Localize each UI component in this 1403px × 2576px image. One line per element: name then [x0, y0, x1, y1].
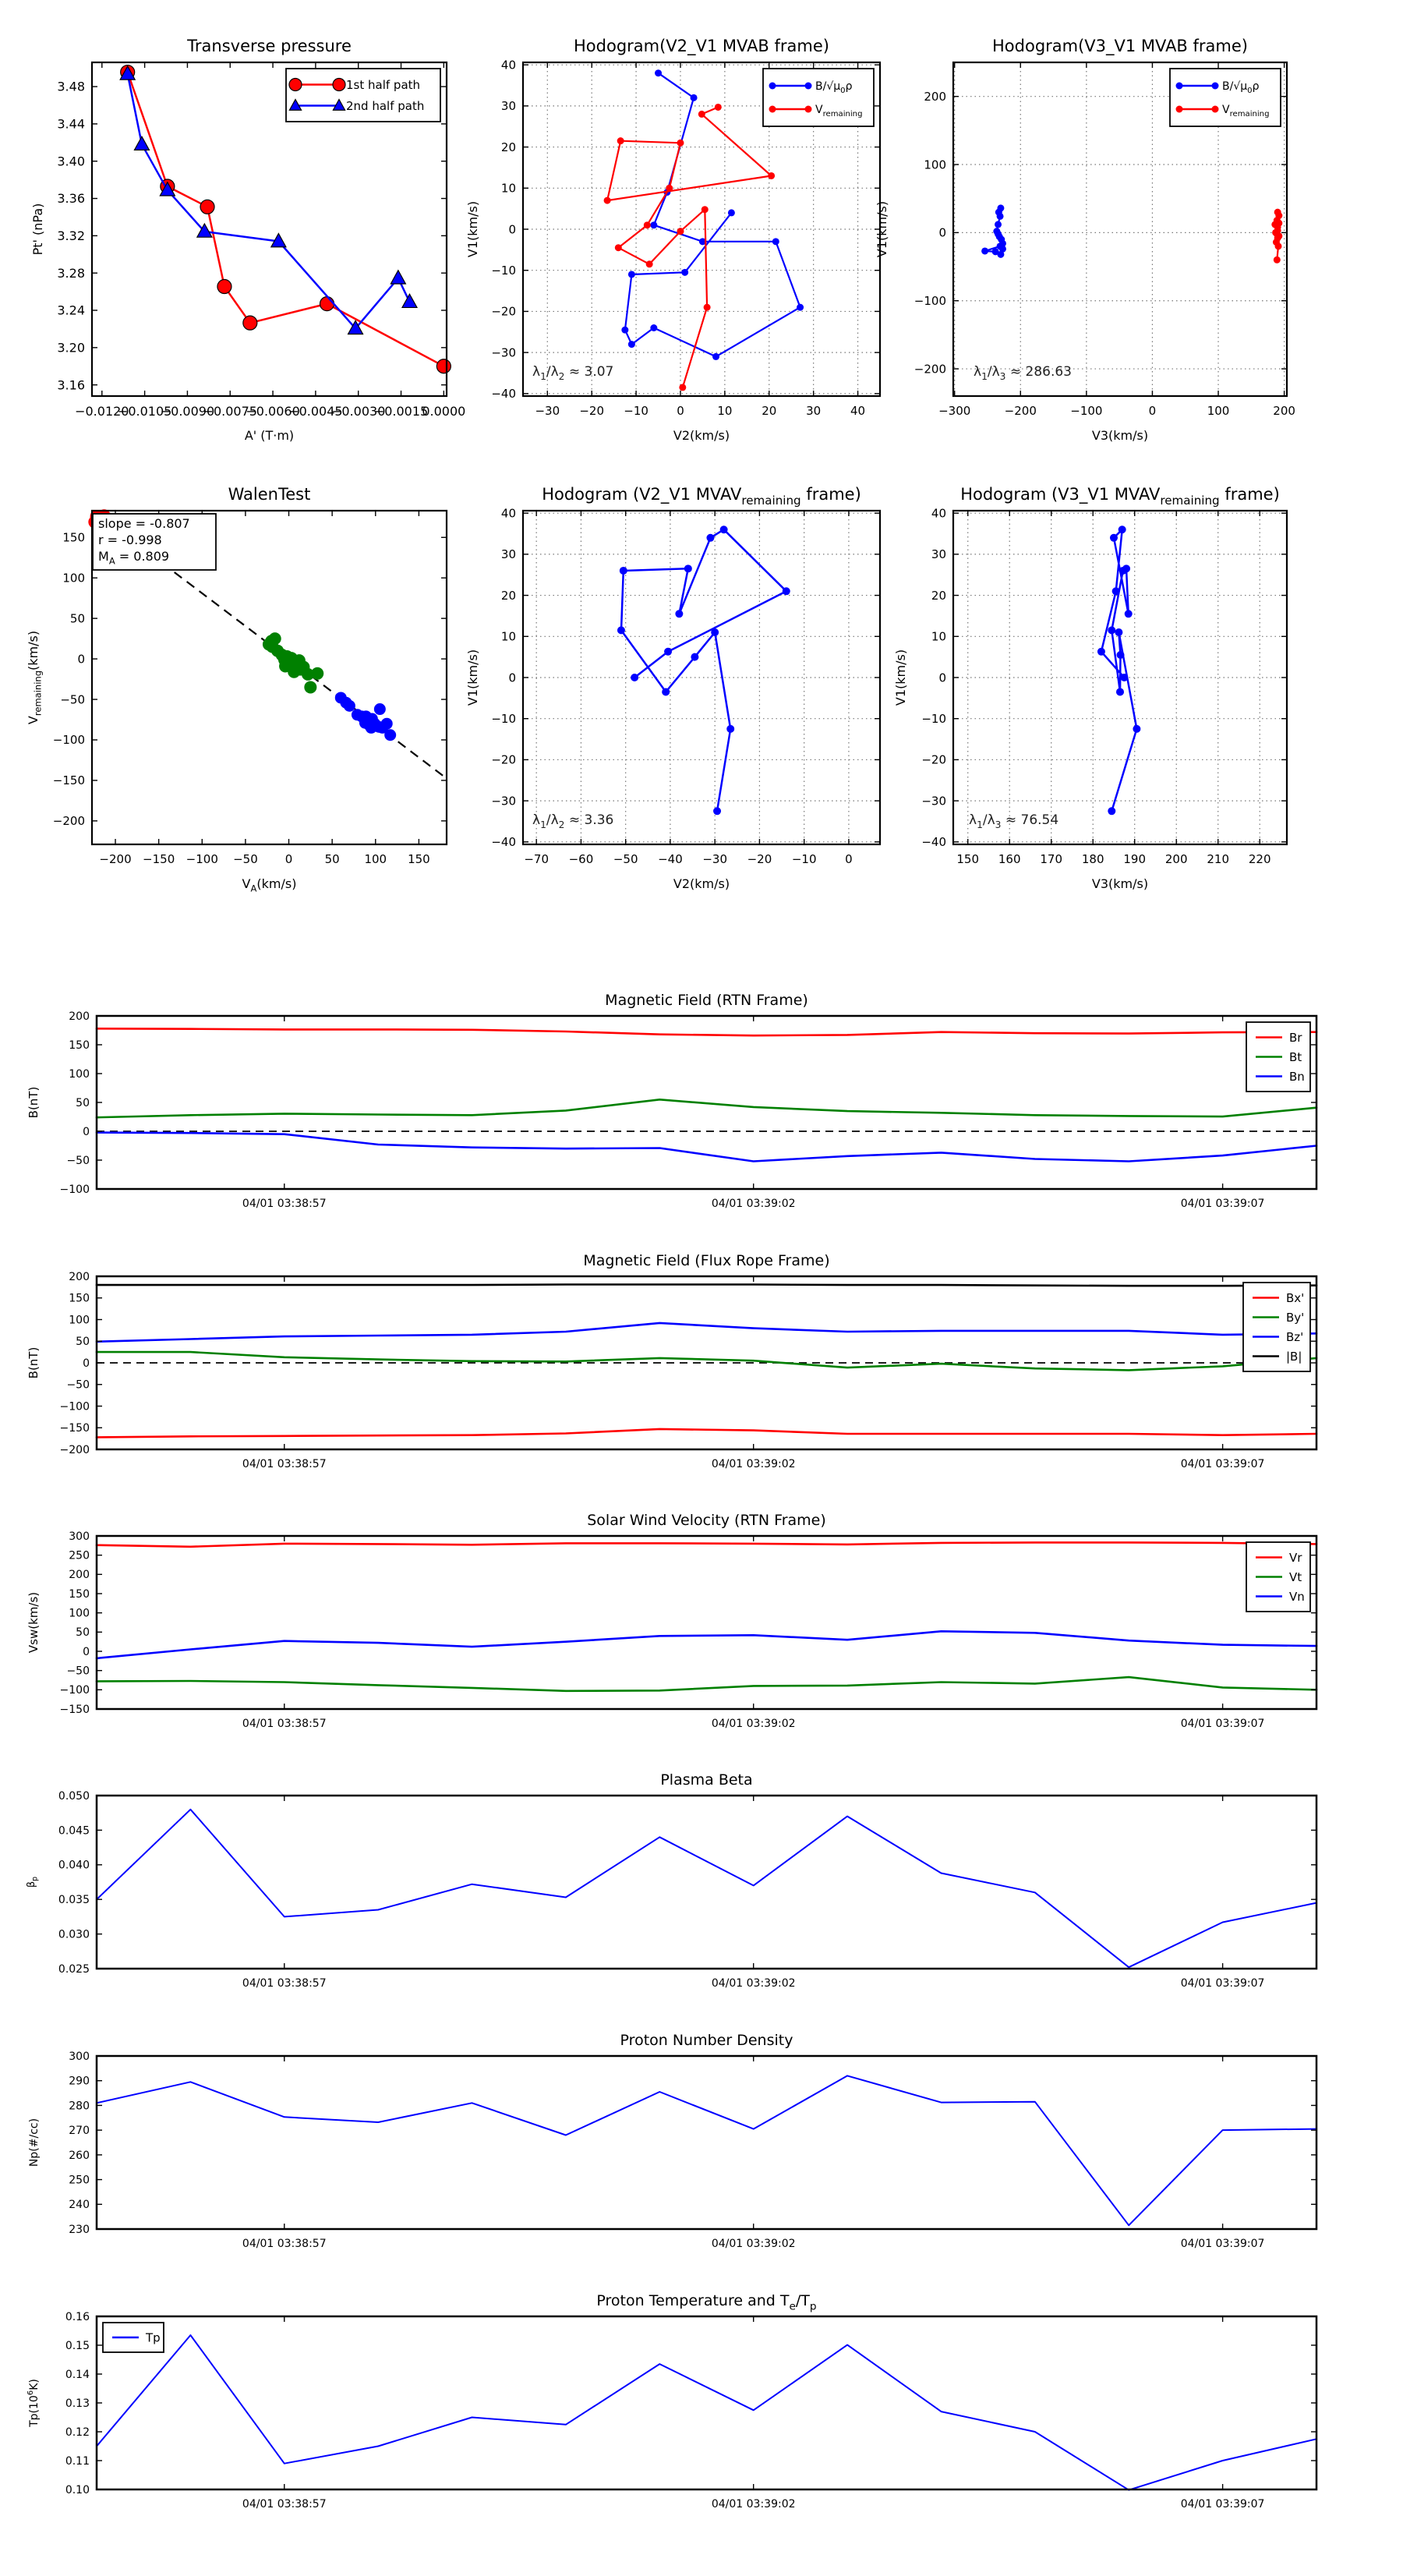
y-tick-label: 0 [938, 671, 946, 685]
y-tick-label: −10 [491, 711, 516, 726]
y-tick-label: 250 [69, 1549, 90, 1562]
x-tick-label: −0.0060 [246, 404, 300, 419]
chart-title: WalenTest [228, 485, 311, 504]
chart-solar-wind-velocity [27, 1512, 1316, 1730]
x-axis-label: V3(km/s) [1091, 876, 1149, 891]
y-tick-label: 30 [500, 547, 516, 562]
legend-label: $V_{remaining}$ [1222, 103, 1270, 119]
legend-label: Vr [1289, 1550, 1302, 1565]
x-tick-label: 150 [408, 852, 430, 866]
chart-title: Magnetic Field (RTN Frame) [605, 992, 808, 1009]
y-tick-label: 3.44 [57, 116, 85, 132]
annotation-line: slope = -0.807 [98, 516, 190, 531]
x-tick-label: 180 [1081, 852, 1104, 866]
x-tick-label: 04/01 03:39:07 [1180, 1458, 1265, 1470]
x-tick-label: 04/01 03:38:57 [242, 1198, 327, 1210]
y-tick-label: 20 [931, 588, 946, 603]
x-tick-label: 04/01 03:38:57 [242, 1458, 327, 1470]
y-tick-label: 0 [77, 652, 85, 667]
chart-magnetic-field-rtn [27, 992, 1316, 1210]
x-tick-label: −50 [233, 852, 258, 866]
x-tick-label: −10 [791, 852, 817, 866]
y-axis-label: Vsw(km/s) [27, 1591, 41, 1654]
y-tick-label: 10 [500, 629, 516, 644]
y-tick-label: −150 [59, 1703, 90, 1716]
x-tick-label: 170 [1040, 852, 1063, 866]
y-tick-label: −150 [52, 773, 85, 788]
y-tick-label: −100 [59, 1183, 90, 1196]
legend-label: Bt [1289, 1049, 1302, 1064]
x-tick-label: 04/01 03:38:57 [242, 2498, 327, 2511]
y-tick-label: −100 [52, 733, 85, 748]
x-tick-label: 10 [717, 404, 733, 418]
x-axis-label: A' (T·m) [244, 428, 295, 443]
y-tick-label: 20 [500, 588, 516, 603]
y-tick-label: −200 [914, 362, 946, 377]
x-tick-label: −150 [143, 852, 175, 866]
x-tick-label: 190 [1123, 852, 1147, 866]
y-tick-label: 0.10 [65, 2483, 90, 2496]
y-tick-label: −20 [921, 752, 946, 767]
y-tick-label: 150 [69, 1292, 90, 1305]
y-tick-label: −40 [491, 387, 516, 402]
y-tick-label: 0.13 [65, 2397, 90, 2410]
x-axis-label: V3(km/s) [1091, 428, 1149, 443]
y-tick-label: 0.030 [58, 1928, 90, 1941]
annotation: $\lambda_1/\lambda_3 \approx 286.63$ [974, 364, 1072, 382]
x-tick-label: −10 [624, 404, 648, 418]
legend [286, 69, 440, 122]
y-tick-label: 230 [69, 2223, 90, 2236]
x-tick-label: −100 [186, 852, 218, 866]
x-tick-label: −50 [613, 852, 638, 866]
legend-label: By' [1286, 1310, 1305, 1325]
legend [1170, 69, 1281, 126]
x-tick-label: 20 [762, 404, 777, 418]
y-tick-label: −30 [491, 345, 516, 360]
x-tick-label: 0 [677, 404, 684, 418]
y-axis-label: $V_{remaining}(km/s)$ [26, 630, 44, 725]
y-tick-label: 100 [924, 157, 946, 172]
x-tick-label: 04/01 03:38:57 [242, 1718, 327, 1730]
y-tick-label: 0.045 [58, 1824, 90, 1838]
y-tick-label: 50 [76, 1626, 90, 1640]
x-tick-label: 40 [850, 404, 866, 418]
y-tick-label: −100 [59, 1684, 90, 1697]
y-tick-label: −40 [921, 835, 946, 850]
y-tick-label: 3.20 [57, 340, 85, 356]
legend-label: |B| [1286, 1349, 1302, 1364]
y-tick-label: −200 [52, 814, 85, 829]
y-tick-label: 200 [924, 89, 946, 104]
chart-proton-temperature [27, 2292, 1316, 2511]
x-tick-label: 30 [806, 404, 822, 418]
y-tick-label: −30 [491, 794, 516, 809]
chart-hodogram-v2v1-mvavrem [465, 485, 880, 891]
x-tick-label: 0 [1148, 404, 1157, 418]
x-tick-label: −30 [535, 404, 560, 418]
y-axis-label: B(nT) [27, 1086, 41, 1119]
plot-area [97, 2056, 1316, 2229]
chart-title: Solar Wind Velocity (RTN Frame) [587, 1512, 826, 1529]
chart-plasma-beta [26, 1771, 1316, 1990]
y-tick-label: −20 [491, 752, 516, 767]
x-tick-label: −40 [658, 852, 683, 866]
x-tick-label: 220 [1248, 852, 1271, 866]
legend-label: $B/√\mu_0\rho$ [1222, 80, 1260, 95]
y-tick-label: 3.36 [57, 191, 85, 207]
y-tick-label: 0 [83, 1357, 90, 1370]
legend-label: $V_{remaining}$ [815, 103, 863, 119]
chart-title: Plasma Beta [660, 1771, 753, 1789]
x-tick-label: −0.0120 [75, 404, 129, 419]
y-tick-label: 100 [69, 1067, 90, 1081]
y-tick-label: −150 [59, 1422, 90, 1435]
y-tick-label: 40 [500, 506, 516, 521]
chart-hodogram-v2v1-mvab [465, 37, 880, 443]
y-axis-label: $Tp(10^6K)$ [27, 2379, 41, 2427]
y-tick-label: 10 [500, 181, 516, 196]
x-axis-label: $V_A(km/s)$ [242, 876, 297, 894]
legend [1246, 1542, 1310, 1612]
y-tick-label: 100 [69, 1314, 90, 1327]
chart-magnetic-field-fluxrope [27, 1252, 1316, 1470]
legend [763, 69, 874, 126]
x-tick-label: −30 [702, 852, 728, 866]
x-tick-label: 04/01 03:39:07 [1180, 1977, 1265, 1990]
y-tick-label: 40 [500, 58, 516, 73]
x-tick-label: −100 [1070, 404, 1103, 418]
y-tick-label: −50 [60, 692, 85, 707]
y-tick-label: 200 [69, 1010, 90, 1023]
y-axis-label: Pt' (nPa) [30, 203, 45, 256]
y-tick-label: 30 [931, 547, 946, 562]
x-tick-label: 0 [845, 852, 853, 866]
y-tick-label: 50 [69, 611, 85, 626]
y-tick-label: 0.12 [65, 2426, 90, 2439]
y-tick-label: 150 [69, 1587, 90, 1601]
chart-title: Transverse pressure [187, 37, 352, 55]
y-tick-label: 3.32 [57, 228, 85, 243]
plot-area [97, 1796, 1316, 1969]
legend-label: Vn [1289, 1589, 1305, 1604]
annotation-box [93, 514, 216, 570]
y-tick-label: 100 [62, 571, 85, 586]
legend-label: Bx' [1286, 1290, 1305, 1305]
y-tick-label: −100 [914, 293, 946, 308]
y-tick-label: 0.14 [65, 2368, 90, 2381]
legend-label: 2nd half path [346, 98, 425, 113]
x-tick-label: 04/01 03:39:07 [1180, 2498, 1265, 2511]
x-tick-label: 210 [1207, 852, 1230, 866]
legend-label: Bn [1289, 1069, 1305, 1084]
legend [1243, 1283, 1310, 1371]
y-tick-label: 0.15 [65, 2339, 90, 2352]
y-tick-label: 150 [69, 1039, 90, 1052]
y-tick-label: 20 [500, 140, 516, 154]
x-tick-label: 200 [1273, 404, 1295, 418]
annotation: $\lambda_1/\lambda_2 \approx 3.07$ [532, 364, 614, 382]
chart-title: Hodogram (V3_V1 $MVAV_{remaining}$ frame) [960, 485, 1280, 508]
y-axis-label: $\beta_p$ [26, 1876, 40, 1888]
y-tick-label: 0 [938, 225, 946, 240]
y-tick-label: −50 [66, 1378, 90, 1392]
x-tick-label: 04/01 03:39:02 [711, 1977, 796, 1990]
y-tick-label: 200 [69, 1569, 90, 1582]
y-tick-label: 290 [69, 2075, 90, 2088]
x-tick-label: 100 [1207, 404, 1230, 418]
y-tick-label: 3.40 [57, 154, 85, 169]
y-tick-label: −40 [491, 835, 516, 850]
x-tick-label: −200 [99, 852, 132, 866]
x-tick-label: 0.0000 [422, 404, 466, 419]
annotation-line: $M_A = 0.809$ [98, 549, 170, 567]
x-tick-label: −0.0090 [160, 404, 215, 419]
chart-hodogram-v3v1-mvavrem [893, 485, 1287, 891]
y-tick-label: 0.040 [58, 1859, 90, 1872]
x-tick-label: −20 [747, 852, 772, 866]
plot-area [97, 2316, 1316, 2489]
chart-walen-test [26, 485, 447, 893]
x-tick-label: −200 [1004, 404, 1037, 418]
x-tick-label: 04/01 03:39:02 [711, 1718, 796, 1730]
y-tick-label: 3.28 [57, 265, 85, 281]
chart-proton-number-density [28, 2032, 1316, 2250]
y-axis-label: B(nT) [27, 1346, 41, 1379]
legend-label: 1st half path [346, 77, 421, 92]
y-tick-label: 0 [83, 1645, 90, 1658]
x-tick-label: 04/01 03:39:07 [1180, 2238, 1265, 2250]
x-tick-label: 160 [998, 852, 1021, 866]
y-tick-label: 0.050 [58, 1789, 90, 1803]
y-tick-label: 30 [500, 99, 516, 114]
y-axis-label: V1(km/s) [875, 200, 889, 258]
y-tick-label: 280 [69, 2100, 90, 2113]
x-tick-label: −0.0075 [203, 404, 257, 419]
x-tick-label: 150 [956, 852, 980, 866]
x-tick-label: 04/01 03:39:02 [711, 1458, 796, 1470]
y-tick-label: −50 [66, 1665, 90, 1678]
y-tick-label: −100 [59, 1400, 90, 1414]
x-tick-label: −70 [524, 852, 550, 866]
legend [1246, 1022, 1310, 1092]
y-tick-label: −50 [66, 1154, 90, 1167]
x-tick-label: −60 [568, 852, 594, 866]
chart-title: Hodogram(V3_V1 MVAB frame) [992, 37, 1248, 55]
y-tick-label: 0.025 [58, 1962, 90, 1976]
legend-label: Vt [1289, 1569, 1302, 1584]
x-tick-label: 0 [284, 852, 293, 866]
chart-title: Proton Temperature and $T_e/T_p$ [596, 2292, 817, 2313]
legend-label: Bz' [1286, 1329, 1304, 1344]
y-axis-label: Np(#/cc) [28, 2118, 41, 2167]
annotation-line: r = -0.998 [98, 533, 162, 547]
y-tick-label: −200 [59, 1443, 90, 1456]
y-tick-label: 0 [508, 671, 516, 685]
x-tick-label: −20 [579, 404, 605, 418]
chart-title: Hodogram (V2_V1 $MVAV_{remaining}$ frame) [542, 485, 861, 508]
y-axis-label: V1(km/s) [465, 200, 480, 258]
legend [103, 2323, 164, 2352]
x-tick-label: 100 [364, 852, 387, 866]
y-tick-label: −30 [921, 794, 946, 809]
y-tick-label: 250 [69, 2174, 90, 2187]
y-tick-label: −10 [921, 711, 946, 726]
y-tick-label: 200 [69, 1270, 90, 1283]
legend-label: $B/√\mu_0\rho$ [815, 80, 853, 95]
x-axis-label: V2(km/s) [673, 876, 730, 891]
y-tick-label: 3.24 [57, 303, 85, 318]
x-tick-label: 04/01 03:39:02 [711, 1198, 796, 1210]
x-tick-label: −0.0030 [331, 404, 386, 419]
y-tick-label: 150 [62, 530, 85, 545]
x-tick-label: 04/01 03:38:57 [242, 1977, 327, 1990]
chart-transverse-pressure [30, 37, 465, 443]
y-tick-label: 3.48 [57, 79, 85, 94]
y-tick-label: 270 [69, 2125, 90, 2138]
y-tick-label: 0.035 [58, 1894, 90, 1907]
annotation: $\lambda_1/\lambda_3 \approx 76.54$ [969, 812, 1059, 830]
x-tick-label: 50 [324, 852, 340, 866]
y-tick-label: 50 [76, 1336, 90, 1349]
y-tick-label: 10 [931, 629, 946, 644]
y-axis-label: V1(km/s) [893, 649, 908, 706]
y-tick-label: −10 [491, 263, 516, 278]
x-tick-label: −0.0015 [373, 404, 429, 419]
y-tick-label: 0 [83, 1125, 90, 1138]
x-tick-label: −300 [938, 404, 971, 418]
chart-hodogram-v3v1-mvab [875, 37, 1295, 443]
chart-title: Magnetic Field (Flux Rope Frame) [583, 1252, 830, 1269]
x-tick-label: 200 [1164, 852, 1188, 866]
y-tick-label: 3.16 [57, 377, 85, 393]
y-tick-label: 0 [508, 222, 516, 237]
legend-label: Br [1289, 1030, 1302, 1045]
x-tick-label: 04/01 03:39:07 [1180, 1718, 1265, 1730]
y-tick-label: 40 [931, 506, 946, 521]
x-tick-label: 04/01 03:39:02 [711, 2238, 796, 2250]
x-tick-label: 04/01 03:38:57 [242, 2238, 327, 2250]
y-tick-label: 100 [69, 1607, 90, 1620]
chart-title: Hodogram(V2_V1 MVAB frame) [574, 37, 829, 55]
chart-title: Proton Number Density [620, 2032, 793, 2049]
x-axis-label: V2(km/s) [673, 428, 730, 443]
y-tick-label: −20 [491, 304, 516, 319]
legend-label: Tp [146, 2330, 161, 2345]
y-tick-label: 0.16 [65, 2310, 90, 2323]
y-tick-label: 300 [69, 1530, 90, 1543]
x-tick-label: −0.0045 [288, 404, 343, 419]
y-axis-label: V1(km/s) [465, 649, 480, 706]
y-tick-label: 300 [69, 2050, 90, 2063]
y-tick-label: 240 [69, 2199, 90, 2212]
y-tick-label: 260 [69, 2149, 90, 2162]
x-tick-label: 04/01 03:39:02 [711, 2498, 796, 2511]
y-tick-label: 50 [76, 1096, 90, 1109]
y-tick-label: 0.11 [65, 2454, 90, 2468]
x-tick-label: −0.0105 [117, 404, 172, 419]
x-tick-label: 04/01 03:39:07 [1180, 1198, 1265, 1210]
annotation: $\lambda_1/\lambda_2 \approx 3.36$ [532, 812, 614, 830]
